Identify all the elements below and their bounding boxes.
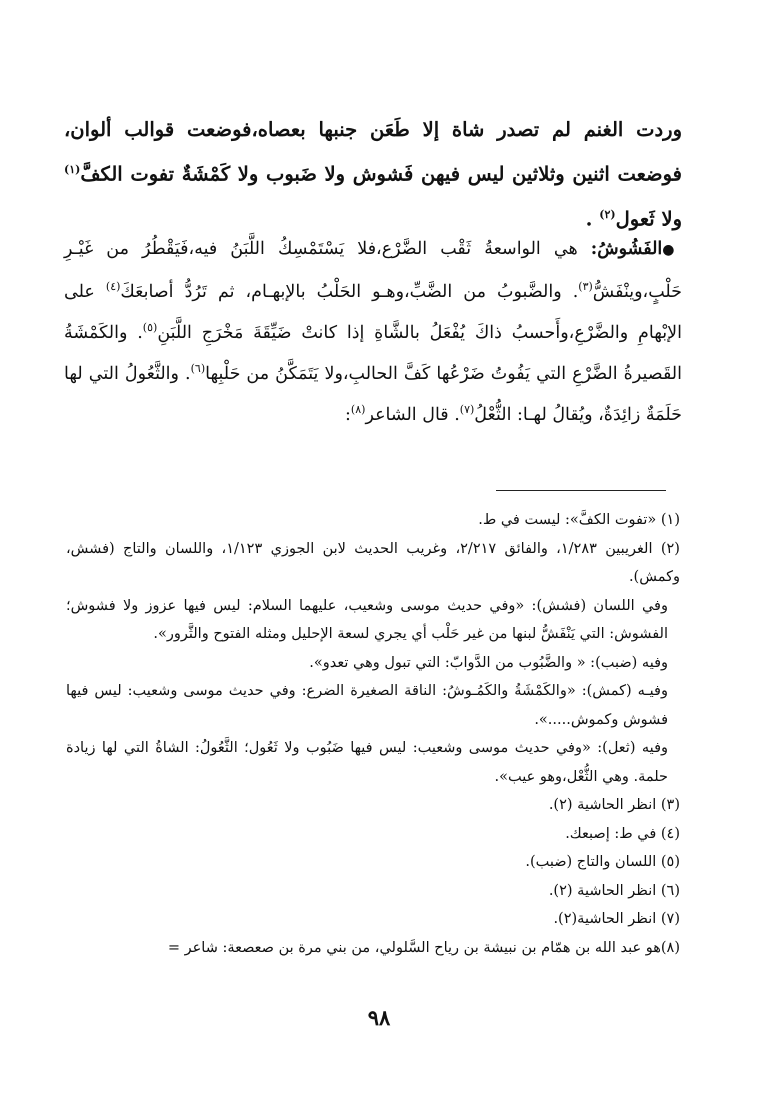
footnote-2-kamash: وفيـه (كمش): «والكَمْشَةُ والكَمُـوشُ: الناقة الصغيرة الضرع: وفي حديث موسى وشعيب: ليس فيها فشوش وكموش.....».: [66, 683, 668, 728]
footnote-ref-3: (٣): [578, 279, 593, 293]
footnote-2-thaal: وفيه (ثعل): «وفي حديث موسى وشعيب: ليس فيها ضَبُوب ولا ثَعُول؛ الثَّعُولُ: الشاةُ التي لها زيادة حلمة. وهي الثُّعْل،وهو عيب».: [66, 740, 668, 785]
footnote-2-dabab: وفيه (ضبب): « والضَّبُوب من الدَّوابّ: التي تبول وهي تعدو».: [309, 654, 668, 671]
footnote-2: (٢) الغريبين ١/٢٨٣، والفائق ٢/٢١٧، وغريب الحديث لابن الجوزي ١/١٢٣، واللسان والتاج (فشش، وكمش).: [66, 540, 680, 585]
footnote-ref-5: (٥): [142, 320, 158, 334]
footnote-7: (٧) انظر الحاشية(٢).: [553, 911, 680, 927]
footnote-divider: [496, 490, 666, 491]
footnote-ref-8: (٨): [350, 403, 366, 417]
commentary-text-4: . والكَمْشَةُ القَصيرةُ الضَّرْعِ التي يَفُوتُ ضَرْعُها كَفَّ الحالبِ،ولا يَتَمَكَّنُ من حَلْبِها: [64, 322, 682, 384]
footnote-4: (٤) في ط: إصبعك.: [565, 825, 680, 842]
footnotes: [66, 506, 680, 962]
headword: الفَشُوشُ:: [590, 239, 663, 259]
footnote-ref-1: (١): [64, 163, 81, 176]
commentary-text-2: . والضَّبوبُ من الضَّبِّ،وهـو الحَلْبُ بالإبهـام، ثم تَرُدُّ أصابعَكَ: [120, 281, 579, 302]
footnote-5: (٥) اللسان والتاج (ضبب).: [525, 854, 680, 870]
commentary-paragraph: [64, 232, 682, 434]
footnote-ref-7: (٧): [459, 403, 475, 417]
footnote-8: (٨)هو عبد الله بن همّام بن نبيشة بن رياح السَّلولي، من بني مرة بن صعصعة: شاعر =: [167, 939, 680, 956]
main-paragraph: [64, 110, 682, 239]
footnote-ref-2: (٢): [599, 207, 616, 221]
footnote-ref-4: (٤): [105, 279, 121, 293]
main-text: وردت الغنم لم تصدر شاة إلا طَعَن جنبها بعصاه،فوضعت قوالب ألوان، فوضعت اثنين وثلاثين ليس فيهن فَشوش ولا ضَبوب ولا كَمْشَةٌ تفوت الكفَّ: [64, 118, 682, 186]
bullet-icon: ●: [662, 242, 682, 258]
page-number: ٩٨: [367, 1005, 391, 1030]
footnote-2-lisan-fashash: وفي اللسان (فشش): «وفي حديث موسى وشعيب، عليهما السلام: ليس فيها عزوز ولا فشوش؛ الفشوش: التي يَنْفَشُّ لبنها من غير حَلْب أي يجري لسعة الإحليل ومثله الفتوح والثَّرور».: [66, 597, 668, 642]
footnote-3: (٣) انظر الحاشية (٢).: [548, 797, 680, 813]
commentary-text-5: . والثَّعُولُ التي لها حَلَمَةٌ زائِدَةٌ، ويُقالُ لهـا: الثُّعْلُ: [64, 363, 682, 426]
commentary-text-6: . قال الشاعر: [365, 405, 460, 426]
main-text-3: .: [585, 207, 600, 230]
footnote-1: (١) «تفوت الكفَّ»: ليست في ط.: [478, 512, 680, 528]
main-text-2: ولا ثَعول: [615, 207, 682, 230]
commentary-text-7: :: [345, 405, 351, 426]
commentary-text-1: هي الواسعةُ ثَقْب الضَّرْع،فلا يَسْتَمْسِكُ اللَّبَنُ فيه،فَيَقْطُرُ من غَيْـرِ حَلْبٍ،وينْفَشُّ: [64, 239, 682, 302]
commentary-text-3: على الإبْهامِ والضَّرْعِ،وأَحسبُ ذاكَ يُفْعَلُ بالشَّاةِ إذا كانتْ ضَيِّقَةَ مَخْرَجِ اللَّبَنِ: [64, 281, 682, 343]
footnote-ref-6: (٦): [190, 362, 206, 376]
footnote-6: (٦) انظر الحاشية (٢).: [548, 882, 680, 899]
